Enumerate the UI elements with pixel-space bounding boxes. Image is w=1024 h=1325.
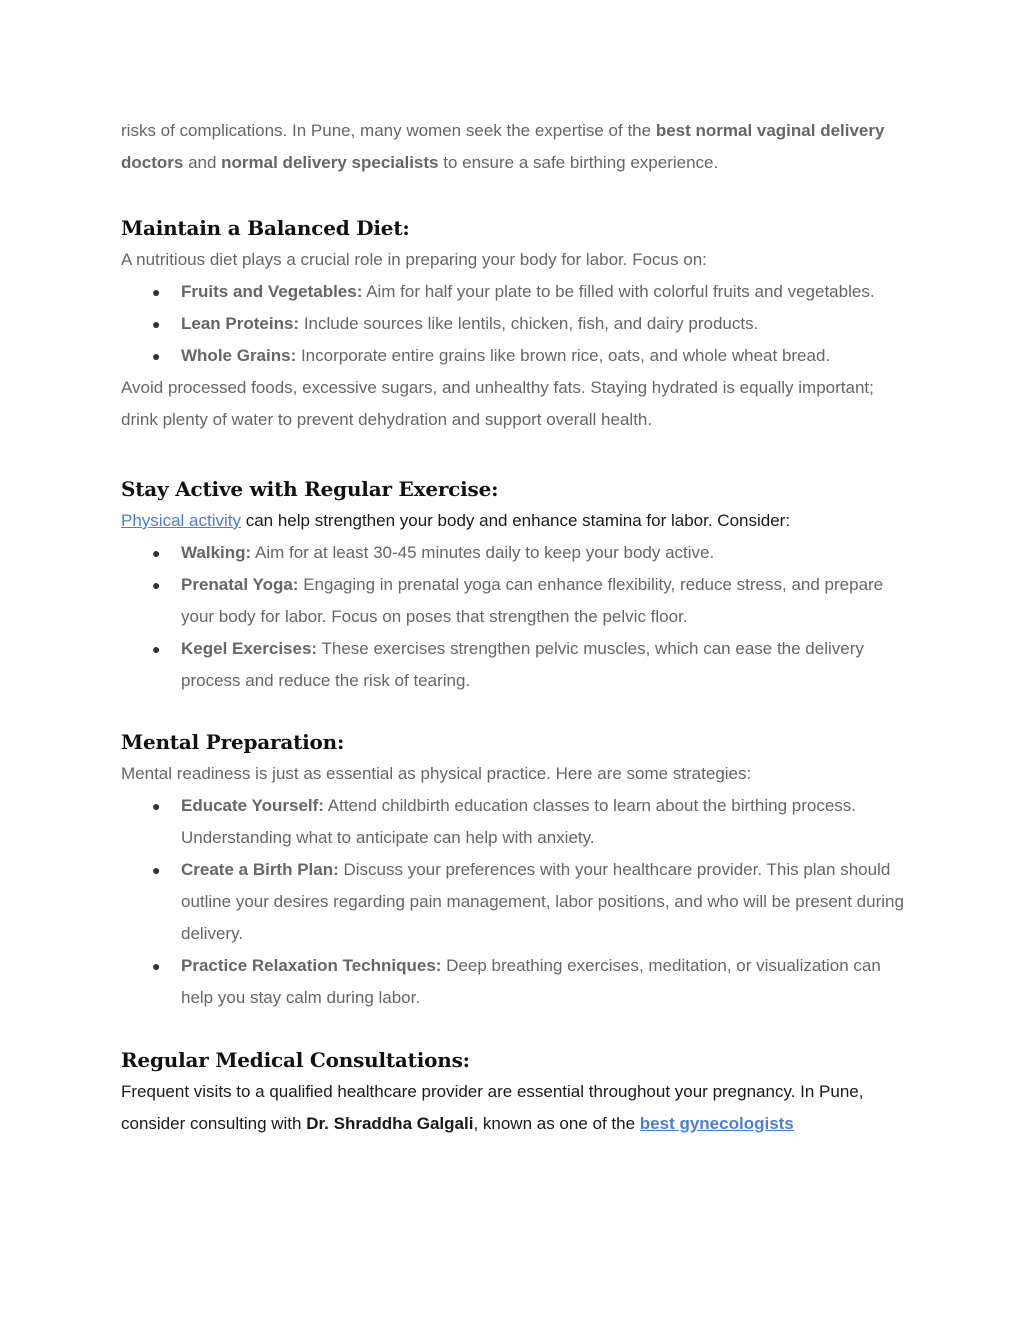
item-text: Engaging in prenatal yoga can enhance flexibility, reduce stress, and prepare your body for labor. Focus on poses that strengthen the pelvic floor. bbox=[181, 575, 884, 626]
item-label: Lean Proteins: bbox=[181, 314, 300, 333]
item-label: Kegel Exercises: bbox=[181, 639, 318, 658]
diet-lead: A nutritious diet plays a crucial role in preparing your body for labor. Focus on: bbox=[121, 250, 707, 269]
item-text: Aim for half your plate to be filled with colorful fruits and vegetables. bbox=[362, 282, 875, 301]
physical-activity-link[interactable]: Physical activity bbox=[121, 511, 241, 530]
bullet-icon: ● bbox=[152, 641, 161, 657]
bullet-icon: ● bbox=[152, 545, 161, 561]
intro-text: to ensure a safe birthing experience. bbox=[438, 153, 719, 172]
item-text: Aim for at least 30-45 minutes daily to keep your body active. bbox=[251, 543, 715, 562]
heading-mental-preparation: Mental Preparation: bbox=[121, 730, 345, 754]
exercise-list bbox=[121, 537, 911, 697]
list-item bbox=[121, 569, 911, 633]
item-text: Attend childbirth education classes to learn about the birthing process. Understanding what to anticipate can help with anxiety. bbox=[181, 796, 857, 847]
intro-text: and bbox=[183, 153, 222, 172]
medical-text: Frequent visits to a qualified healthcare provider are essential throughout your pregnancy. In Pune, consider consulting with bbox=[121, 1082, 864, 1133]
medical-paragraph bbox=[121, 1076, 911, 1140]
diet-closing: Avoid processed foods, excessive sugars, and unhealthy fats. Staying hydrated is equally important; drink plenty of water to prevent dehydration and support overall health. bbox=[121, 378, 874, 429]
list-item bbox=[121, 308, 911, 340]
bullet-icon: ● bbox=[152, 316, 161, 332]
item-label: Fruits and Vegetables: bbox=[181, 282, 363, 301]
intro-bold-doctors: best normal vaginal delivery doctors bbox=[121, 121, 885, 172]
item-text: Include sources like lentils, chicken, fish, and dairy products. bbox=[299, 314, 759, 333]
heading-medical-consultations: Regular Medical Consultations: bbox=[121, 1048, 470, 1072]
list-item bbox=[121, 854, 911, 950]
bullet-icon: ● bbox=[152, 862, 161, 878]
list-item bbox=[121, 950, 911, 1014]
list-item bbox=[121, 340, 911, 372]
item-text: Deep breathing exercises, meditation, or visualization can help you stay calm during labor. bbox=[181, 956, 881, 1007]
heading-exercise: Stay Active with Regular Exercise: bbox=[121, 477, 499, 501]
bullet-icon: ● bbox=[152, 958, 161, 974]
item-label: Practice Relaxation Techniques: bbox=[181, 956, 442, 975]
item-label: Walking: bbox=[181, 543, 252, 562]
document-page bbox=[121, 115, 911, 1140]
exercise-lead-text: can help strengthen your body and enhance stamina for labor. Consider: bbox=[240, 511, 791, 530]
bullet-icon: ● bbox=[152, 284, 161, 300]
doctor-name: Dr. Shraddha Galgali bbox=[306, 1114, 474, 1133]
intro-paragraph bbox=[121, 115, 911, 179]
best-gynecologists-link[interactable]: best gynecologists bbox=[639, 1114, 794, 1133]
item-text: Discuss your preferences with your healthcare provider. This plan should outline your desires regarding pain management, labor positions, and who will be present during delivery. bbox=[181, 860, 904, 943]
item-label: Prenatal Yoga: bbox=[181, 575, 299, 594]
list-item bbox=[121, 790, 911, 854]
bullet-icon: ● bbox=[152, 348, 161, 364]
medical-text: , known as one of the bbox=[473, 1114, 640, 1133]
bullet-icon: ● bbox=[152, 798, 161, 814]
list-item bbox=[121, 537, 911, 569]
list-item bbox=[121, 276, 911, 308]
item-text: Incorporate entire grains like brown rice, oats, and whole wheat bread. bbox=[296, 346, 831, 365]
intro-text: risks of complications. In Pune, many women seek the expertise of the bbox=[121, 121, 656, 140]
list-item bbox=[121, 633, 911, 697]
item-label: Create a Birth Plan: bbox=[181, 860, 339, 879]
bullet-icon: ● bbox=[152, 577, 161, 593]
item-label: Whole Grains: bbox=[181, 346, 297, 365]
diet-list bbox=[121, 276, 911, 372]
item-label: Educate Yourself: bbox=[181, 796, 324, 815]
item-text: These exercises strengthen pelvic muscles, which can ease the delivery process and reduce the risk of tearing. bbox=[181, 639, 864, 690]
intro-bold-specialists: normal delivery specialists bbox=[221, 153, 439, 172]
exercise-lead bbox=[121, 505, 911, 537]
mental-lead: Mental readiness is just as essential as physical practice. Here are some strategies: bbox=[121, 764, 752, 783]
mental-list bbox=[121, 790, 911, 1014]
heading-balanced-diet: Maintain a Balanced Diet: bbox=[121, 216, 410, 240]
